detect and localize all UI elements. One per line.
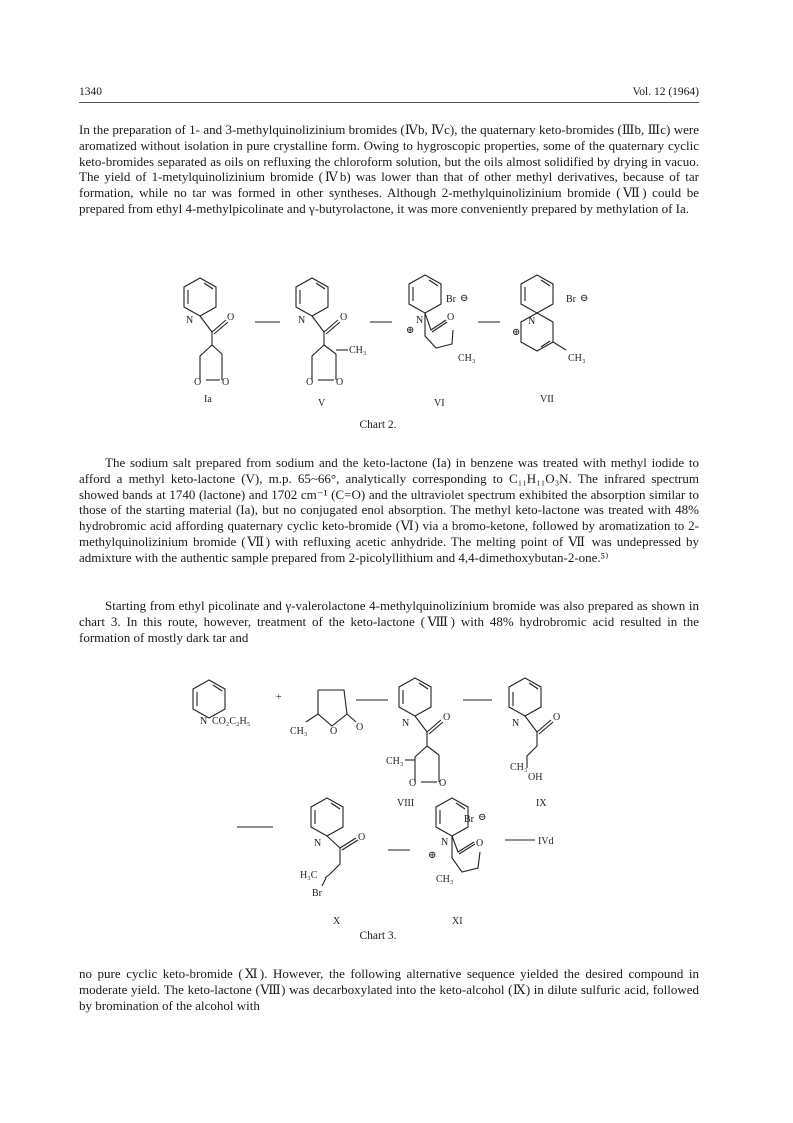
ch3-group: CH₃: [290, 726, 308, 737]
o-atom: O: [222, 377, 230, 388]
page-number: 1340: [79, 86, 102, 98]
page-header: [79, 84, 699, 103]
n-atom: N: [200, 716, 208, 727]
paragraph-3: [79, 598, 699, 645]
br-ion: Br: [566, 294, 576, 305]
negative-charge: ⊖: [580, 293, 589, 304]
ch3-group: CH₃: [568, 353, 586, 364]
chart-2-caption: Chart 2.: [359, 419, 397, 431]
compound-label: Ia: [204, 394, 212, 405]
br-ion: Br: [446, 294, 456, 305]
paragraph-3-text: Starting from ethyl picolinate and γ-valerolactone 4-methylquinolizinium bromide was also prepared as shown in chart 3. In this route, however, treatment of the keto-lactone (Ⅷ) with 48% hydrobromic acid resulted in the formation of mostly dark tar and: [79, 598, 699, 645]
o-atom: O: [227, 312, 235, 323]
compound-label: VII: [540, 394, 554, 405]
positive-charge: ⊕: [428, 850, 437, 861]
o-atom: O: [443, 712, 451, 723]
o-atom: O: [409, 778, 417, 789]
n-atom: N: [512, 718, 520, 729]
ch3-group: CH₃: [510, 762, 528, 773]
n-atom: N: [314, 838, 322, 849]
br-atom: Br: [312, 888, 322, 899]
ch3-group: CH₃: [349, 345, 367, 356]
paragraph-4: no pure cyclic keto-bromide (Ⅺ). However, the following alternative sequence yielded the desired compound in moderate yield. The keto-lactone (Ⅷ) was decarboxylated into the keto-alcohol (Ⅸ) in dilute sulfuric acid, followed by bromination of the alcohol with: [79, 966, 699, 1013]
chart-2: [0, 270, 793, 440]
ester-group: CO₂C₂H₅: [212, 716, 251, 727]
oh-group: OH: [528, 772, 543, 783]
n-atom: N: [528, 316, 536, 327]
compound-label: VI: [434, 398, 445, 409]
compound-label: X: [333, 916, 341, 927]
o-atom: O: [358, 832, 366, 843]
negative-charge: ⊖: [478, 812, 487, 823]
o-atom: O: [447, 312, 455, 323]
positive-charge: ⊕: [406, 325, 415, 336]
ch3-group: CH₃: [458, 353, 476, 364]
o-atom: O: [356, 722, 364, 733]
n-atom: N: [186, 315, 194, 326]
n-atom: N: [416, 315, 424, 326]
o-atom: O: [194, 377, 202, 388]
chart-3: [0, 660, 793, 950]
paragraph-2: [79, 455, 699, 566]
o-atom: O: [340, 312, 348, 323]
br-ion: Br: [464, 814, 474, 825]
positive-charge: ⊕: [512, 327, 521, 338]
o-atom: O: [439, 778, 447, 789]
paragraph-2-text: The sodium salt prepared from sodium and the keto-lactone (Ia) in benzene was treated with methyl iodide to afford a methyl keto-lactone (V), m.p. 65~66°, analytically corresponding to C₁₁H₁₁O₃N. The infrared spectrum showed bands at 1740 (lactone) and 1702 cm⁻¹ (C=O) and the ultraviolet spectrum exhibited the absorption similar to those of the starting material (Ia), but no conjugated enol absorption. The methyl keto-lactone was treated with 48% hydrobromic acid affording quaternary cyclic keto-bromide (Ⅵ) via a bromo-ketone, followed by aromatization to 2-methylquinolizinium bromide (Ⅶ) with refluxing acetic anhydride. The melting point of Ⅶ was undepressed by admixture with the authentic sample prepared from 2-picolyllithium and 4,4-dimethoxybutan-2-one.⁵⁾: [79, 455, 699, 565]
chart-3-caption: Chart 3.: [359, 930, 397, 942]
o-atom: O: [336, 377, 344, 388]
ch3-group: CH₃: [386, 756, 404, 767]
o-atom: O: [476, 838, 484, 849]
o-atom: O: [306, 377, 314, 388]
n-atom: N: [402, 718, 410, 729]
n-atom: N: [441, 837, 449, 848]
n-atom: N: [298, 315, 306, 326]
paragraph-1: In the preparation of 1- and 3-methylquinolizinium bromides (Ⅳb, Ⅳc), the quaternary keto-bromides (Ⅲb, Ⅲc) were aromatized without isolation in pure crystalline form. Owing to hygroscopic properties, some of the quaternary cyclic keto-bromides separated as oils on refluxing the chloroform solution, but the oils almost solidified by drying in vacuo. The yield of 1-metylquinolizinium bromide (Ⅳb) was lower than that of other methyl derivatives, because of tar formation, while no tar was formed in other syntheses. Although 2-methylquinolizinium bromide (Ⅶ) could be prepared from ethyl 4-methylpicolinate and γ-butyrolactone, it was more conveniently prepared by methylation of Ia.: [79, 122, 699, 216]
h3c-group: H₃C: [300, 870, 318, 881]
compound-label: VIII: [397, 798, 415, 809]
volume-label: Vol. 12 (1964): [632, 86, 699, 98]
compound-label: XI: [452, 916, 463, 927]
negative-charge: ⊖: [460, 293, 469, 304]
ch3-group: CH₃: [436, 874, 454, 885]
product-label: IVd: [538, 836, 554, 847]
compound-label: IX: [536, 798, 547, 809]
o-atom: O: [553, 712, 561, 723]
o-atom: O: [330, 726, 338, 737]
plus-sign: +: [276, 692, 282, 703]
compound-label: V: [318, 398, 326, 409]
